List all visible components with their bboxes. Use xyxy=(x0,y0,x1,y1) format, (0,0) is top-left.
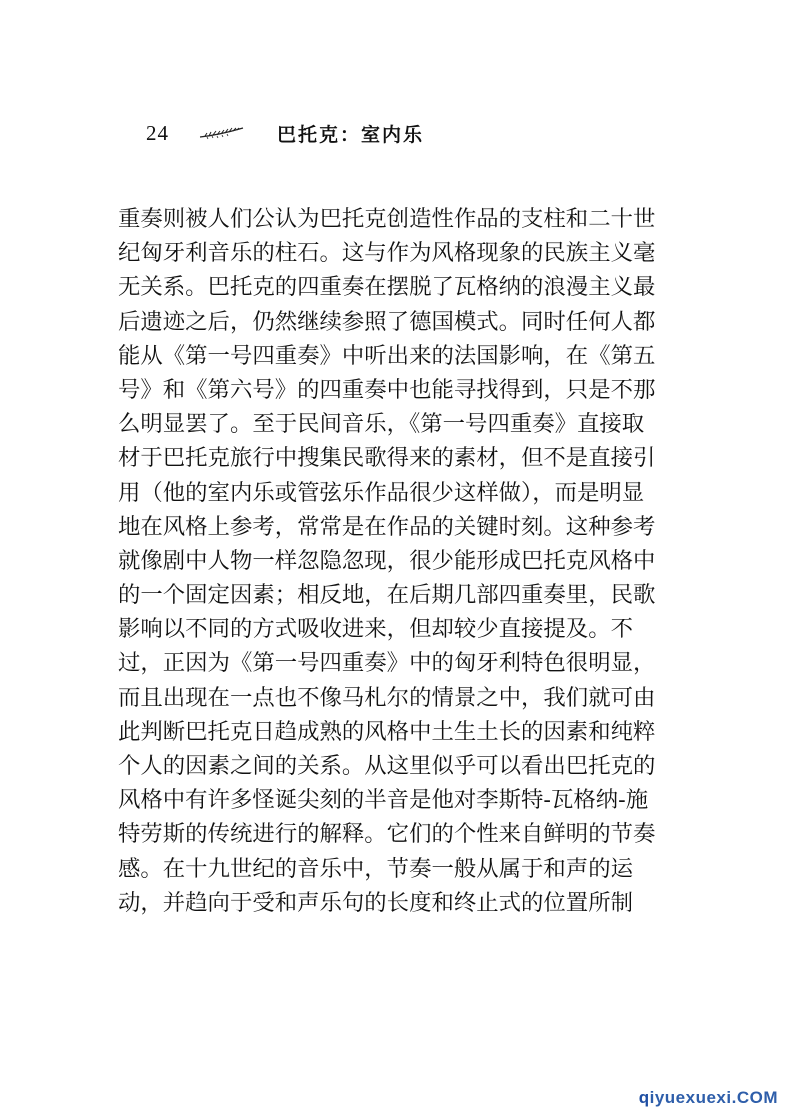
text-line: 个人的因素之间的关系。从这里似乎可以看出巴托克的 xyxy=(118,753,656,779)
text-line: 影响以不同的方式吸收进来，但却较少直接提及。不 xyxy=(118,616,633,643)
watermark-first-letter: q xyxy=(638,1088,650,1107)
running-title: 巴托克：室内乐 xyxy=(277,123,425,146)
text-line: 此判断巴托克日趋成熟的风格中土生土长的因素和纯粹 xyxy=(118,718,656,745)
text-line: 纪匈牙利音乐的柱石。这与作为风格现象的民族主义毫 xyxy=(118,240,656,267)
text-line: 特劳斯的传统进行的解释。它们的个性来自鲜明的节奏 xyxy=(118,821,656,848)
page-number: 24 xyxy=(146,120,169,145)
text-line: 动，并趋向于受和声乐句的长度和终止式的位置所制 xyxy=(118,889,633,916)
body-text xyxy=(118,202,684,920)
quill-ornament-icon xyxy=(199,126,245,140)
text-line: 号》和《第六号》的四重奏中也能寻找得到，只是不那 xyxy=(118,376,656,403)
text-line: 而且出现在一点也不像马札尔的情景之中，我们就可由 xyxy=(118,684,656,711)
text-line: 能从《第一号四重奏》中听出来的法国影响，在《第五 xyxy=(118,342,656,369)
text-line: 材于巴托克旅行中搜集民歌得来的素材，但不是直接引 xyxy=(118,445,656,472)
text-line: 过，正因为《第一号四重奏》中的匈牙利特色很明显， xyxy=(118,650,656,677)
text-line: 用（他的室内乐或管弦乐作品很少这样做），而是明显 xyxy=(118,479,645,506)
text-line: 风格中有许多怪诞尖刻的半音是他对李斯特-瓦格纳-施 xyxy=(118,787,649,814)
watermark-rest: iyuexuexi.COM xyxy=(649,1088,778,1107)
text-line: 的一个固定因素；相反地，在后期几部四重奏里，民歌 xyxy=(118,582,656,609)
text-line: 后遗迹之后，仍然继续参照了德国模式。同时任何人都 xyxy=(118,308,656,335)
text-line: 无关系。巴托克的四重奏在摆脱了瓦格纳的浪漫主义最 xyxy=(118,274,656,301)
text-line: 重奏则被人们公认为巴托克创造性作品的支柱和二十世 xyxy=(118,206,656,232)
site-watermark xyxy=(639,1088,778,1108)
text-line: 就像剧中人物一样忽隐忽现，很少能形成巴托克风格中 xyxy=(118,547,656,574)
text-line: 地在风格上参考，常常是在作品的关键时刻。这种参考 xyxy=(118,513,656,540)
page-header xyxy=(146,118,424,148)
text-line: 感。在十九世纪的音乐中，节奏一般从属于和声的运 xyxy=(118,855,633,882)
text-line: 么明显罢了。至于民间音乐，《第一号四重奏》直接取 xyxy=(118,411,645,438)
